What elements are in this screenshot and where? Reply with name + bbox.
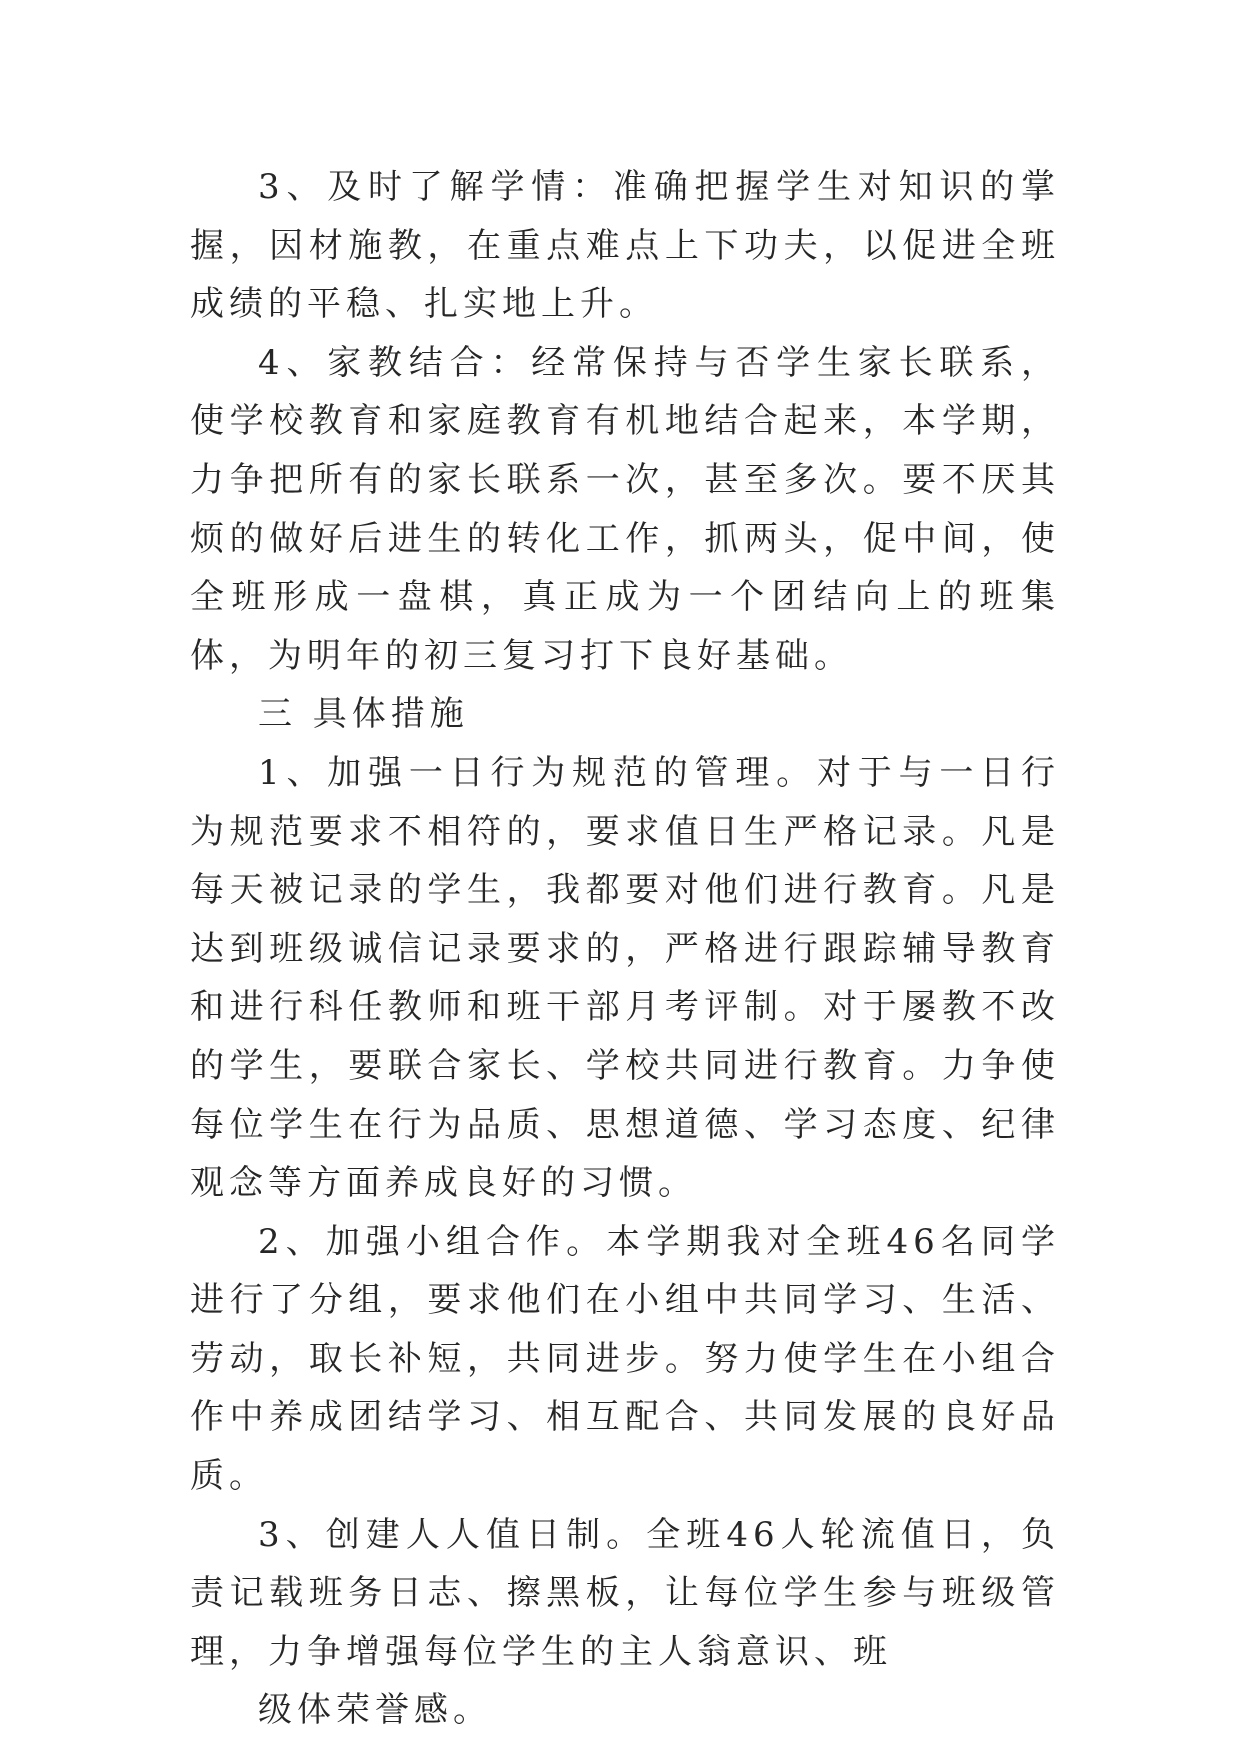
paragraph-behavior-norms: 1、加强一日行为规范的管理。对于与一日行为规范要求不相符的，要求值日生严格记录。凡是每天被记录的学生，我都要对他们进行教育。凡是达到班级诚信记录要求的，严格进行跟踪辅导教育和进行科任教师和班干部月考评制。对于屡教不改的学生，要联合家长、学校共同进行教育。力争使每位学生在行为品质、思想道德、学习态度、纪律观念等方面养成良好的习惯。 [190,752,1060,1204]
paragraph-group-cooperation: 2、加强小组合作。本学期我对全班46名同学进行了分组，要求他们在小组中共同学习、生活、劳动，取长补短，共同进步。努力使学生在小组合作中养成团结学习、相互配合、共同发展的良好品质。 [190,1221,1060,1497]
document-body [190,158,1060,1740]
paragraph-learning-status: 3、及时了解学情：准确把握学生对知识的掌握，因材施教，在重点难点上下功夫，以促进全班成绩的平稳、扎实地上升。 [190,167,1060,325]
section-heading-measures: 三 具体措施 [258,694,469,735]
paragraph-duty-system-continued: 级体荣誉感。 [258,1690,492,1731]
paragraph-home-school: 4、家教结合：经常保持与否学生家长联系，使学校教育和家庭教育有机地结合起来，本学期，力争把所有的家长联系一次，甚至多次。要不厌其烦的做好后进生的转化工作，抓两头，促中间，使全班形成一盘棋，真正成为一个团结向上的班集体，为明年的初三复习打下良好基础。 [190,342,1060,676]
paragraph-duty-system: 3、创建人人值日制。全班46人轮流值日，负责记载班务日志、擦黑板，让每位学生参与班级管理，力争增强每位学生的主人翁意识、班 [190,1514,1060,1672]
